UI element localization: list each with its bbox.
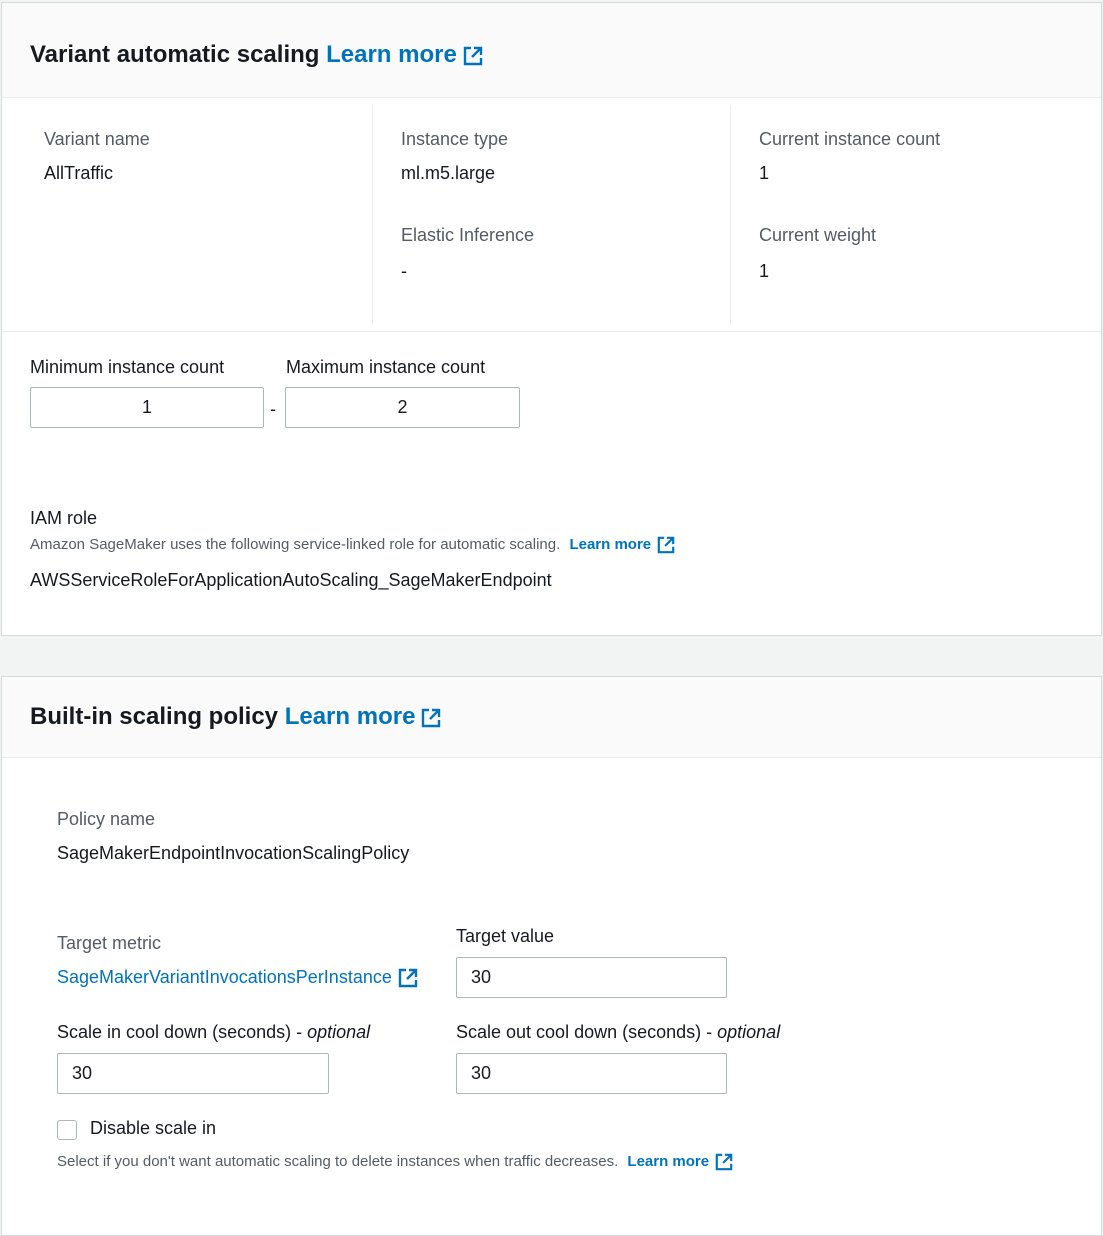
scale-in-cooldown-input[interactable]: 30 [57,1053,329,1094]
current-instance-count-value: 1 [759,163,770,183]
disable-scale-in-checkbox[interactable] [57,1120,77,1140]
panel-title: Variant automatic scaling Learn more [30,41,483,69]
disable-scale-in-label: Disable scale in [90,1118,217,1138]
panel-header [2,3,1101,98]
disable-learn-more-link[interactable]: Learn more [627,1153,733,1170]
panel-header [2,677,1101,758]
max-instance-label: Maximum instance count [286,357,486,377]
scale-in-cooldown-label: Scale in cool down (seconds) - optional [57,1022,371,1042]
current-weight-value: 1 [759,261,770,281]
scale-out-cooldown-label: Scale out cool down (seconds) - optional [456,1022,781,1042]
elastic-inference-label: Elastic Inference [401,225,535,245]
variant-name-value: AllTraffic [44,163,114,183]
target-value-label: Target value [456,926,555,946]
max-instance-input[interactable]: 2 [285,387,520,428]
instance-type-label: Instance type [401,129,509,149]
instance-type-value: ml.m5.large [401,163,496,183]
learn-more-link[interactable]: Learn more [285,703,442,730]
scale-out-cooldown-input[interactable]: 30 [456,1053,727,1094]
min-instance-input[interactable]: 1 [30,387,264,428]
target-metric-label: Target metric [57,933,162,953]
elastic-inference-value: - [401,261,407,281]
external-link-icon [463,46,483,66]
current-weight-label: Current weight [759,225,877,245]
external-link-icon [398,968,418,988]
external-link-icon [715,1153,733,1171]
iam-learn-more-link[interactable]: Learn more [569,536,675,553]
panel-title: Built-in scaling policy Learn more [30,703,441,731]
column-divider [372,105,373,325]
iam-role-value: AWSServiceRoleForApplicationAutoScaling_SageMakerEndpoint [30,570,552,590]
target-value-input[interactable]: 30 [456,957,727,998]
min-instance-label: Minimum instance count [30,357,225,377]
learn-more-link[interactable]: Learn more [326,41,483,68]
iam-role-label: IAM role [30,508,98,528]
section-divider [2,331,1101,332]
external-link-icon [421,708,441,728]
external-link-icon [657,536,675,554]
policy-name-label: Policy name [57,809,156,829]
variant-name-label: Variant name [44,129,150,149]
built-in-scaling-policy-panel [1,676,1102,1236]
range-separator: - [270,399,276,419]
target-metric-link[interactable]: SageMakerVariantInvocationsPerInstance [57,967,418,988]
policy-name-value: SageMakerEndpointInvocationScalingPolicy [57,843,410,863]
column-divider [730,105,731,325]
disable-scale-in-help: Select if you don't want automatic scaling to delete instances when traffic decreases. Learn more [57,1153,733,1171]
variant-automatic-scaling-panel [1,2,1102,636]
iam-role-description: Amazon SageMaker uses the following service-linked role for automatic scaling. Learn more [30,536,675,554]
current-instance-count-label: Current instance count [759,129,941,149]
